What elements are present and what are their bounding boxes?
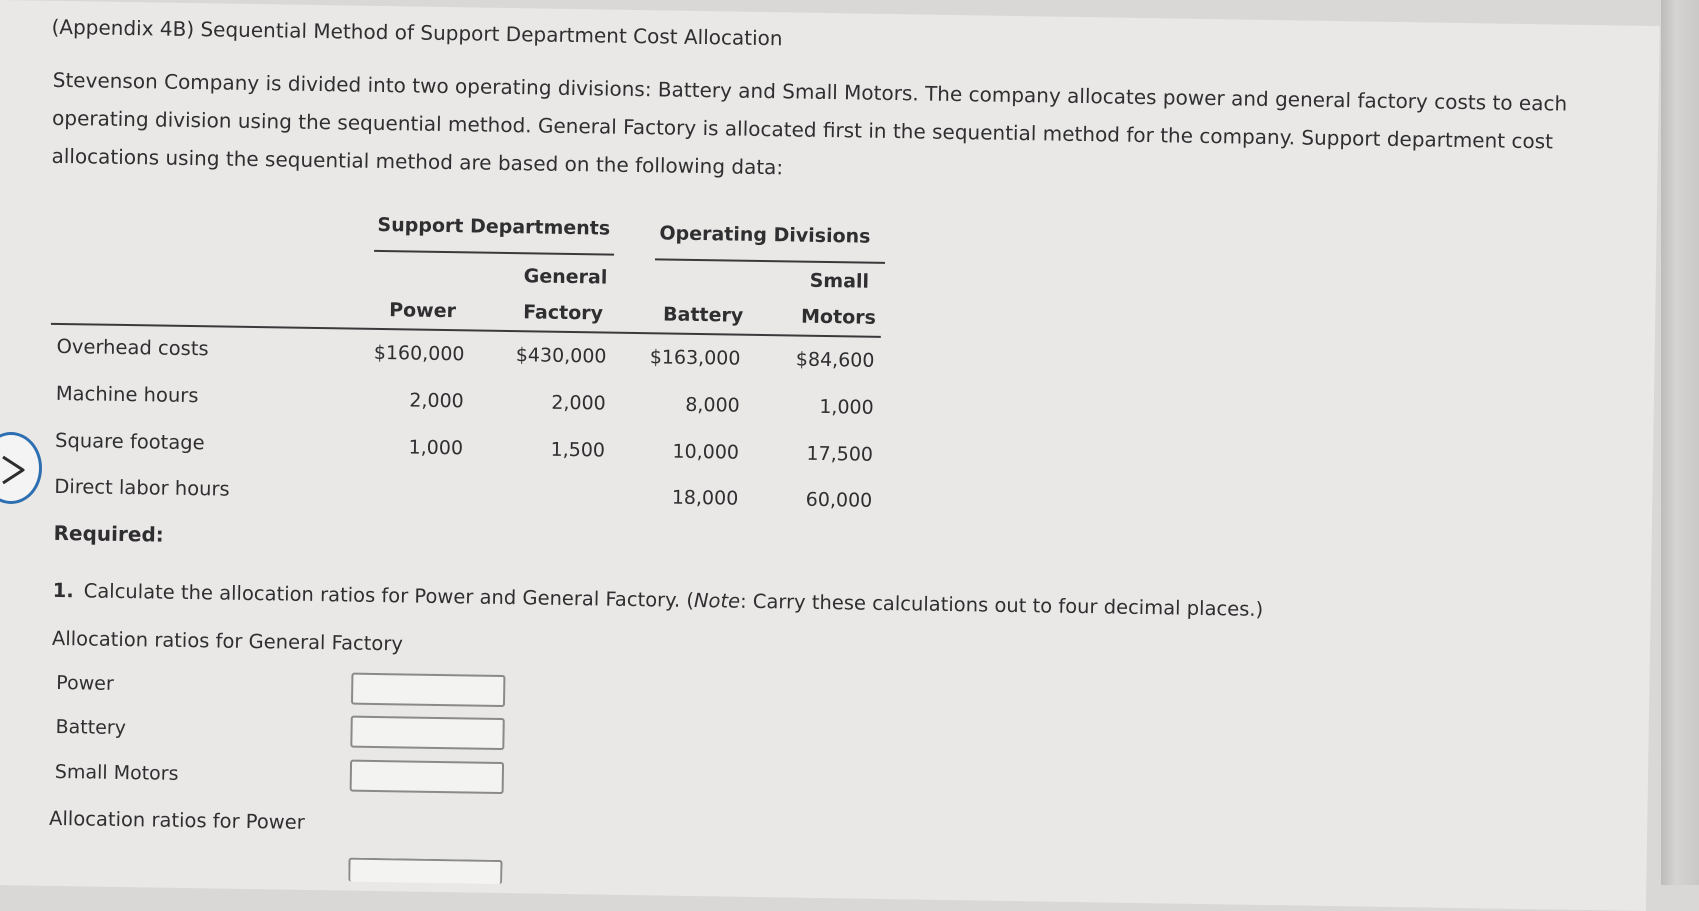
chevron-right-icon xyxy=(1,455,27,485)
screen-bezel xyxy=(1661,0,1699,885)
question-1-note: Note xyxy=(693,588,741,613)
cell-battery: 8,000 xyxy=(685,393,740,417)
cell-power: 2,000 xyxy=(409,389,464,413)
cell-small-motors: 17,500 xyxy=(806,442,874,466)
col-header-small-line2: Motors xyxy=(800,305,877,329)
gf-ratios-heading: Allocation ratios for General Factory xyxy=(51,626,404,656)
gf-battery-label: Battery xyxy=(55,715,127,740)
cell-small-motors: 1,000 xyxy=(819,395,874,419)
col-header-general-line1: General xyxy=(523,265,608,289)
cell-battery: 18,000 xyxy=(671,486,739,510)
cell-power: 1,000 xyxy=(408,436,464,460)
table-header-rule xyxy=(51,323,881,338)
gf-small-motors-input[interactable] xyxy=(350,760,504,794)
gf-power-input[interactable] xyxy=(351,673,505,707)
cell-general: $430,000 xyxy=(515,344,607,368)
question-title: (Appendix 4B) Sequential Method of Support Department Cost Allocation xyxy=(51,14,783,51)
col-header-small-line1: Small xyxy=(809,269,870,293)
row-label-machine-hours: Machine hours xyxy=(55,381,199,408)
cell-small-motors: $84,600 xyxy=(795,348,875,372)
question-1 xyxy=(53,579,1264,621)
header-operating-divisions: Operating Divisions xyxy=(659,222,871,248)
cell-power: $160,000 xyxy=(373,341,465,366)
gf-small-motors-label: Small Motors xyxy=(54,760,179,785)
question-1-number: 1. xyxy=(52,578,74,603)
cell-battery: 10,000 xyxy=(672,440,740,464)
cell-battery: $163,000 xyxy=(649,346,741,370)
support-underline xyxy=(374,250,614,256)
cell-general: 2,000 xyxy=(551,391,606,415)
power-ratios-heading: Allocation ratios for Power xyxy=(48,806,305,834)
cell-general: 1,500 xyxy=(550,438,606,462)
power-input-partial[interactable] xyxy=(348,858,502,884)
question-intro: Stevenson Company is divided into two operating divisions: Battery and Small Motors. The company allocates power and general factory costs to each operating division using the sequential method. General Factory is allocated first in the sequential method for the company. Support department cost allocations using the sequential method are based on the following data: xyxy=(51,67,1568,180)
question-1-text: Calculate the allocation ratios for Power and General Factory. ( xyxy=(83,579,695,612)
required-heading: Required: xyxy=(53,520,164,547)
col-header-battery: Battery xyxy=(662,303,744,327)
header-support-departments: Support Departments xyxy=(377,213,611,240)
cell-general xyxy=(494,484,604,486)
question-1-text-end: : Carry these calculations out to four decimal places.) xyxy=(739,589,1264,621)
col-header-general-line2: Factory xyxy=(522,301,604,325)
cell-power xyxy=(352,482,462,484)
col-header-power: Power xyxy=(389,299,457,323)
row-label-overhead: Overhead costs xyxy=(56,334,209,361)
cell-small-motors: 60,000 xyxy=(805,488,873,512)
gf-battery-input[interactable] xyxy=(350,716,504,750)
operating-underline xyxy=(655,258,885,264)
gf-power-label: Power xyxy=(56,671,114,695)
row-label-direct-labor-hours: Direct labor hours xyxy=(54,474,230,501)
row-label-square-footage: Square footage xyxy=(54,428,205,455)
